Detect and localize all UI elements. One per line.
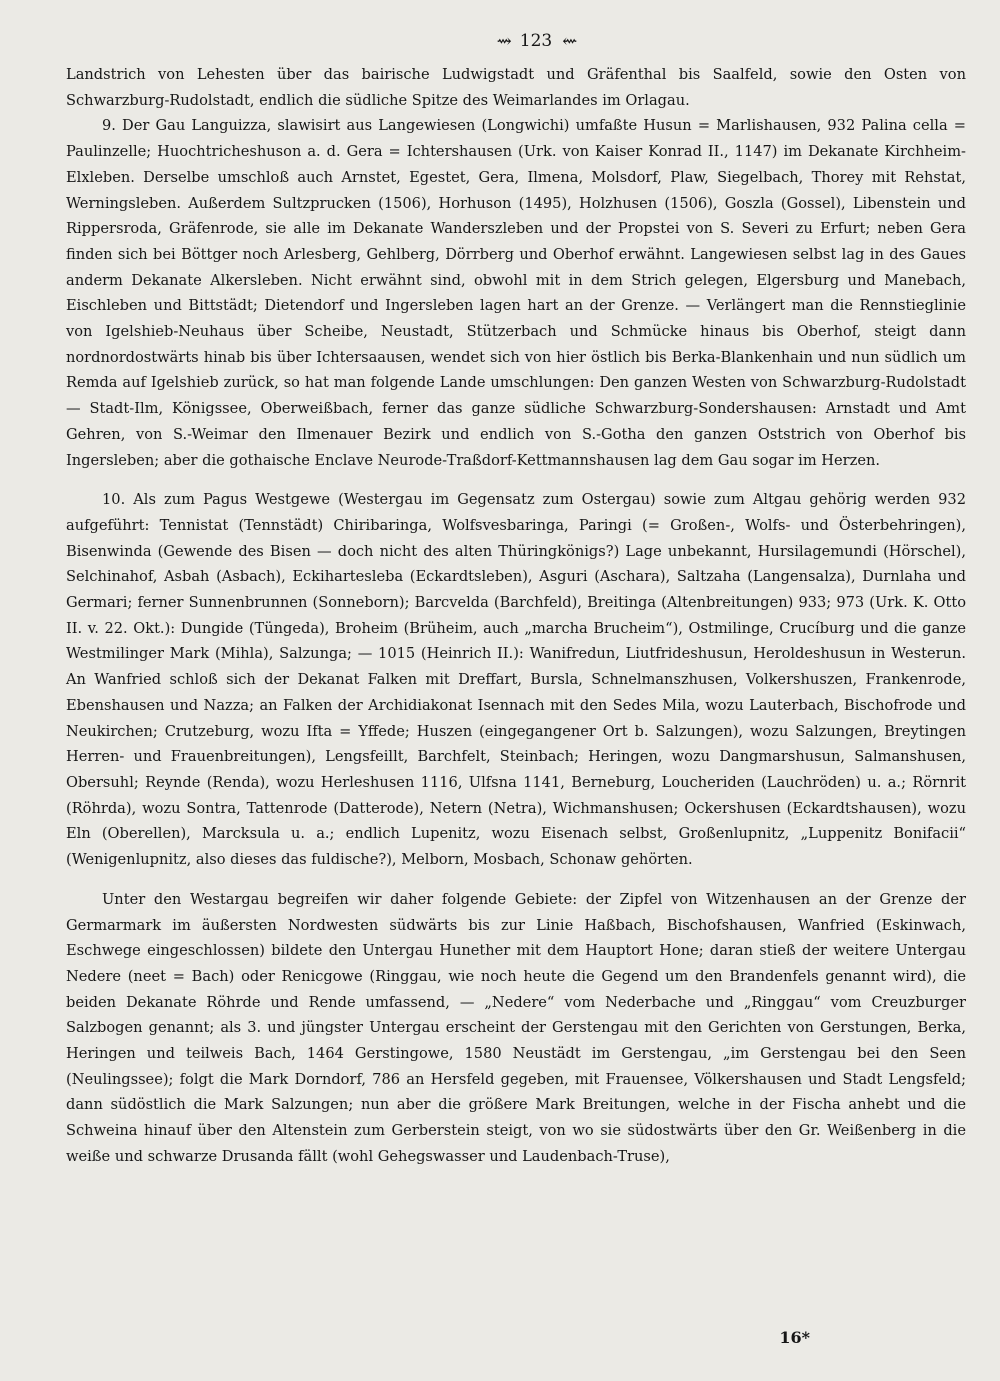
page-number: 123 (519, 31, 553, 51)
signature-mark: 16* (779, 1328, 810, 1347)
paragraph-continuation: Landstrich von Lehesten über das bairische Ludwigstadt und Gräfenthal bis Saalfeld, sowie den Osten von Schwarzburg-Rudolstadt, endlich die südliche Spitze des Weimarlandes im Orlagau. (66, 66, 966, 109)
ornament-right: ⇜ (562, 30, 576, 52)
paragraph-10-westgewe: 10. Als zum Pagus Westgewe (Westergau im Gegensatz zum Ostergau) sowie zum Altgau gehörig werden 932 aufgeführt: Tennistat (Tennstädt) Chiribaringa, Wolfsvesbaringa, Paringi (= Großen-, Wolfs- und Österbehringen), Bisenwinda (Gewende des Bisen — doch nicht des alten Thüringkönigs?) Lage unbekannt, Hursilagemundi (Hörschel), Selchinahof, Asbah (Asbach), Eckihartesleba (Eckardtsleben), Asguri (Aschara), Saltzaha (Langensalza), Durnlaha und Germari; ferner Sunnenbrunnen (Sonneborn); Barcvelda (Barchfeld), Breitinga (Altenbreitungen) 933; 973 (Urk. K. Otto II. v. 22. Okt.): Dungide (Tüngeda), Broheim (Brüheim, auch „marcha Brucheim“), Ostmilinge, Crucíburg und die ganze Westmilinger Mark (Mihla), Salzunga; — 1015 (Heinrich II.): Wanifredun, Liutfrideshusun, Heroldeshusun in Westerun. An Wanfried schloß sich der Dekanat Falken mit Dreffart, Bursla, Schnelmanszhusen, Volkershuszen, Frankenrode, Ebenshausen und Nazza; an Falken der Archidiakonat Isennach mit den Sedes Mila, wozu Lauterbach, Bischofrode und Neukirchen; Crutzeburg, wozu Ifta = Yffede; Huszen (eingegangener Ort b. Salzungen), wozu Salzungen, Breytingen Herren- und Frauenbreitungen), Lengsfeillt, Barchfelt, Steinbach; Heringen, wozu Dangmarshusun, Salmanshusen, Obersuhl; Reynde (Renda), wozu Herleshusen 1116, Ulfsna 1141, Berneburg, Loucheriden (Lauchröden) u. a.; Rörnrit (Röhrda), wozu Sontra, Tattenrode (Datterode), Netern (Netra), Wichmanshusen; Ockershusen (Eckardtshausen), wozu Eln (Oberellen), Marcksula u. a.; endlich Lupenitz, wozu Eisenach selbst, Großenlupnitz, „Luppenitz Bonifacii“ (Wenigenlupnitz, also dieses das fuldische?), Melborn, Mosbach, Schonaw gehörten. (66, 491, 966, 869)
paragraph-9-languizza: 9. Der Gau Languizza, slawisirt aus Langewiesen (Longwichi) umfaßte Husun = Marlishausen, 932 Palina cella = Paulinzelle; Huochtricheshuson a. d. Gera = Ichtershausen (Urk. von Kaiser Konrad II., 1147) im Dekanate Kirchheim-Elxleben. Derselbe umschloß auch Arnstet, Egestet, Gera, Ilmena, Molsdorf, Plaw, Siegelbach, Thorey mit Rehstat, Werningsleben. Außerdem Sultzprucken (1506), Horhuson (1495), Holzhusen (1506), Goszla (Gossel), Libenstein und Rippersroda, Gräfenrode, sie alle im Dekanate Wanderszleben und der Propstei von S. Severi zu Erfurt; neben Gera finden sich bei Böttger noch Arlesberg, Gehlberg, Dörrberg und Oberhof erwähnt. Langewiesen selbst lag in des Gaues anderm Dekanate Alkersleben. Nicht erwähnt sind, obwohl mit in dem Strich gelegen, Elgersburg und Manebach, Eischleben und Bittstädt; Dietendorf und Ingersleben lagen hart an der Grenze. — Verlängert man die Rennstieglinie von Igelshieb-Neuhaus über Scheibe, Neustadt, Stützerbach und Schmücke hinaus bis Oberhof, steigt dann nordnordostwärts hinab bis über Ichtersaausen, wendet sich von hier östlich bis Berka-Blankenhain und nun südlich um Remda auf Igelshieb zurück, so hat man folgende Lande umschlungen: Den ganzen Westen von Schwarzburg-Rudolstadt — Stadt-Ilm, Königssee, Oberweißbach, ferner das ganze südliche Schwarzburg-Sondershausen: Arnstadt und Amt Gehren, von S.-Weimar den Ilmenauer Bezirk und endlich von S.-Gotha den ganzen Oststrich von Oberhof bis Ingersleben; aber die gothaische Enclave Neurode-Traßdorf-Kettmannshausen lag dem Gau sogar im Herzen. (66, 117, 966, 469)
page-header (106, 26, 966, 56)
paragraph-westargau: Unter den Westargau begreifen wir daher folgende Gebiete: der Zipfel von Witzenhausen an der Grenze der Germarmark im äußersten Nordwesten südwärts bis zur Linie Haßbach, Bischofshausen, Wanfried (Eskinwach, Eschwege eingeschlossen) bildete den Untergau Hunether mit dem Hauptort Hone; daran stieß der weitere Untergau Nedere (neet = Bach) oder Renicgowe (Ringgau, wie noch heute die Gegend um den Brandenfels genannt wird), die beiden Dekanate Röhrde und Rende umfassend, — „Nedere“ vom Nederbache und „Ringgau“ vom Creuzburger Salzbogen genannt; als 3. und jüngster Untergau erscheint der Gerstengau mit den Gerichten von Gerstungen, Berka, Heringen und teilweis Bach, 1464 Gerstingowe, 1580 Neustädt im Gerstengau, „im Gerstengau bei den Seen (Neulingssee); folgt die Mark Dorndorf, 786 an Hersfeld gegeben, mit Frauensee, Völkershausen und Stadt Lengsfeld; dann südöstlich die Mark Salzungen; nun aber die größere Mark Breitungen, welche in der Fischa anhebt und die Schweina hinauf über den Altenstein zum Gerberstein steigt, von wo sie südostwärts über den Gr. Weißenberg in die weiße und schwarze Drusanda fällt (wohl Gehegswasser und Laudenbach-Truse), (66, 890, 966, 1165)
ornament-left: ⇝ (496, 30, 510, 52)
page-body (66, 62, 966, 1170)
